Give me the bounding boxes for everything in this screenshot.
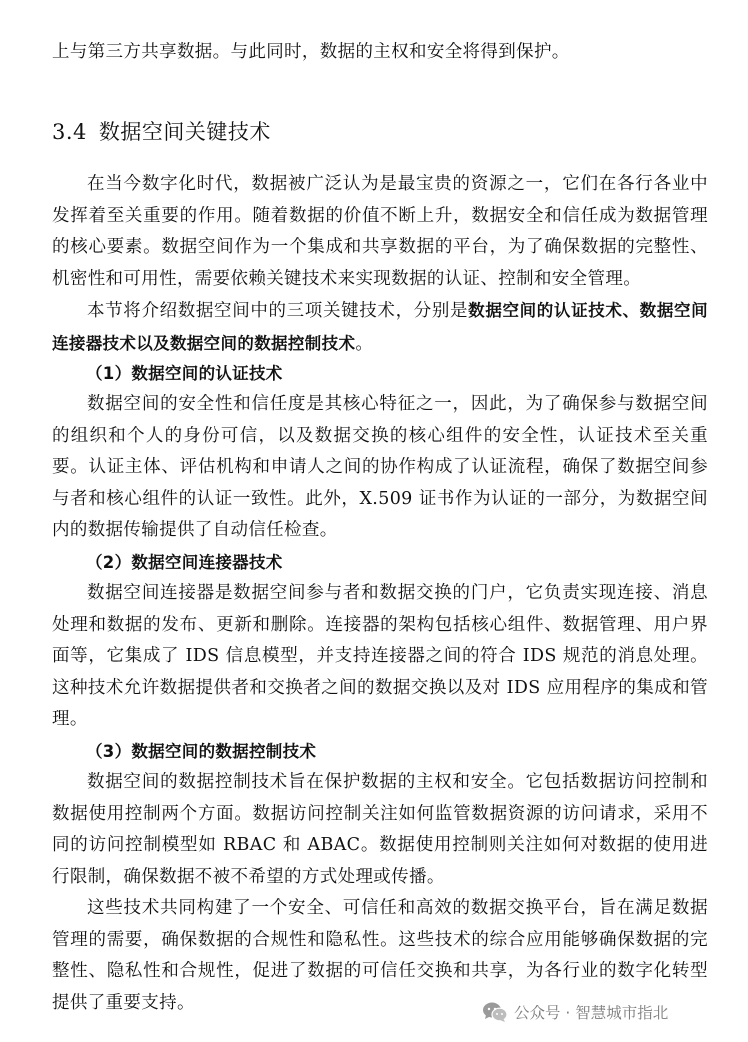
wechat-icon [482, 1001, 508, 1023]
subsection-body-connector: 数据空间连接器是数据空间参与者和数据交换的门户，它负责实现连接、消息处理和数据的发布、更新和删除。连接器的架构包括核心组件、数据管理、用户界面等，它集成了 IDS 信息模型，并支持连接器之间的符合 IDS 规范的消息处理。这种技术允许数据提供者和交换者之间的数据交换以及对 IDS 应用程序的集成和管理。 [52, 583, 708, 729]
continuation-paragraph: 上与第三方共享数据。与此同时，数据的主权和安全将得到保护。 [52, 42, 570, 62]
subsection-body-authentication: 数据空间的安全性和信任度是其核心特征之一，因此，为了确保参与数据空间的组织和个人的身份可信，以及数据交换的核心组件的安全性，认证技术至关重要。认证主体、评估机构和申请人之间的协作构成了认证流程，确保了数据空间参与者和核心组件的认证一致性。此外，X.509 证书作为认证的一部分，为数据空间内的数据传输提供了自动信任检查。 [52, 394, 708, 540]
section-heading [52, 116, 271, 148]
overview-lead: 本节将介绍数据空间中的三项关键技术，分别是 [87, 301, 469, 321]
key-technologies-highlight: 数据空间的认证技术、数据空间连接器技术以及数据空间的数据控制技术 [52, 301, 708, 353]
closing-paragraph: 这些技术共同构建了一个安全、可信任和高效的数据交换平台，旨在满足数据管理的需要，确保数据的合规性和隐私性。这些技术的综合应用能够确保数据的完整性、隐私性和合规性，促进了数据的可信任交换和共享，为各行业的数字化转型提供了重要支持。 [52, 898, 708, 1013]
subsection-heading-connector: （2）数据空间连接器技术 [86, 553, 283, 572]
section-title: 数据空间关键技术 [98, 120, 271, 144]
section-number: 3.4 [52, 120, 87, 144]
subsection-heading-authentication: （1）数据空间的认证技术 [86, 364, 283, 383]
subsection-body-data-control: 数据空间的数据控制技术旨在保护数据的主权和安全。它包括数据访问控制和数据使用控制两个方面。数据访问控制关注如何监管数据资源的访问请求，采用不同的访问控制模型如 RBAC 和 ABAC。数据使用控制则关注如何对数据的使用进行限制，确保数据不被不希望的方式处理或传播。 [52, 772, 708, 887]
watermark [482, 1000, 668, 1024]
intro-paragraph: 在当今数字化时代，数据被广泛认为是最宝贵的资源之一，它们在各行各业中发挥着至关重要的作用。随着数据的价值不断上升，数据安全和信任成为数据管理的核心要素。数据空间作为一个集成和共享数据的平台，为了确保数据的完整性、机密性和可用性，需要依赖关键技术来实现数据的认证、控制和安全管理。 [52, 174, 708, 289]
watermark-text: 公众号 · 智慧城市指北 [514, 1004, 669, 1022]
overview-paragraph [52, 295, 708, 360]
overview-end: 。 [355, 333, 374, 354]
subsection-heading-data-control: （3）数据空间的数据控制技术 [86, 742, 317, 761]
